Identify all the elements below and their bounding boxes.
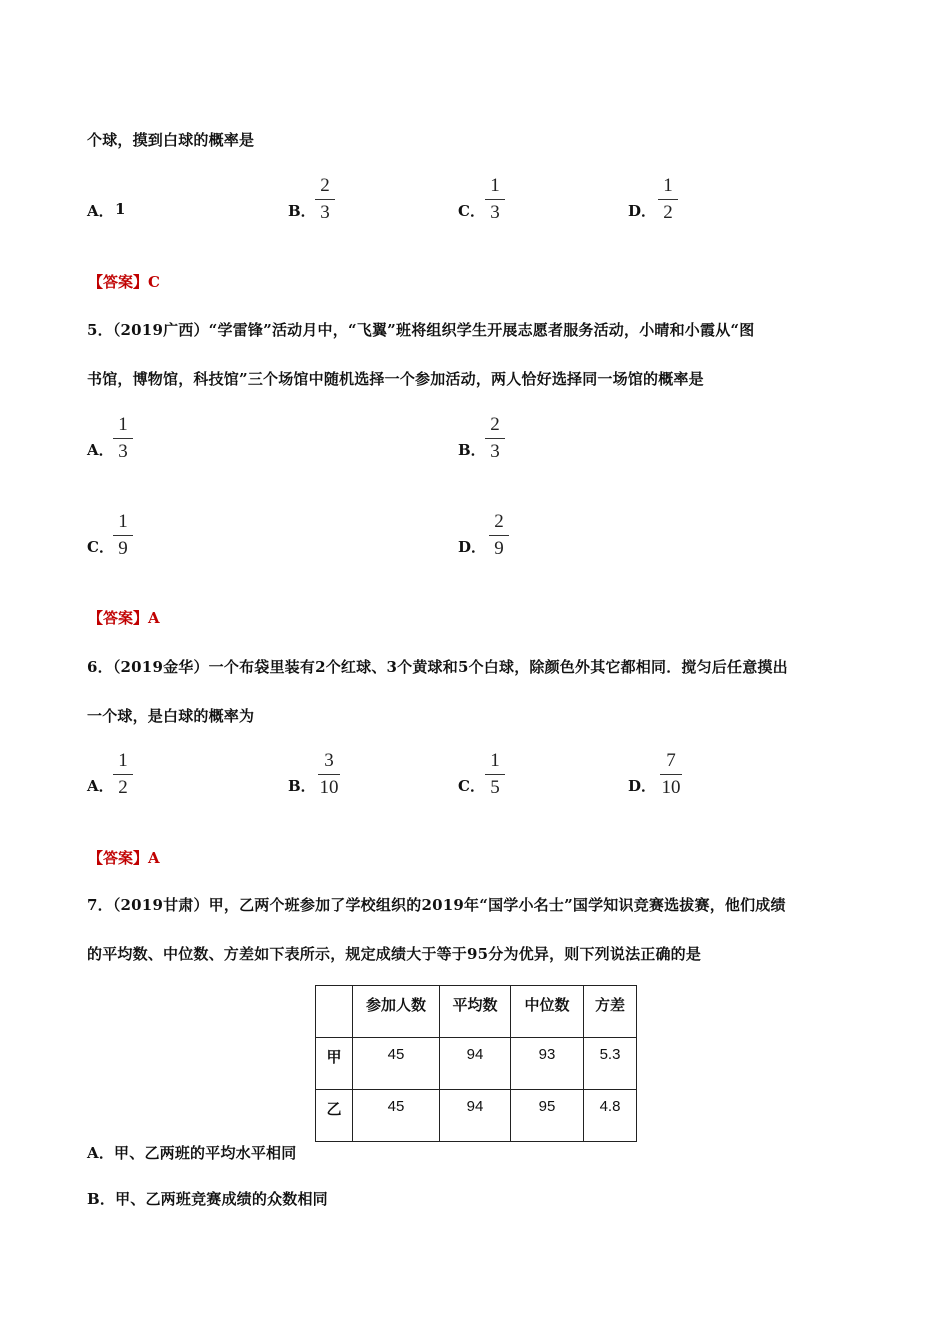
numerator: 1	[490, 175, 500, 196]
q5-stem-line1: 5．（2019广西）“学雷锋”活动月中，“飞翼”班将组织学生开展志愿者服务活动，小晴和小霞从“图	[87, 321, 755, 339]
fraction-bar	[658, 199, 678, 200]
option-letter: A．	[87, 441, 114, 459]
option-letter: B．	[288, 202, 316, 220]
option-letter: B．	[288, 777, 316, 795]
table-cell-class: 乙	[316, 1090, 353, 1142]
fraction-bar	[485, 199, 505, 200]
numerator: 1	[490, 750, 500, 771]
numerator: 7	[666, 750, 676, 771]
numerator: 2	[494, 511, 504, 532]
fraction	[110, 749, 136, 800]
fraction	[486, 510, 512, 561]
q7-option-a: A．甲、乙两班的平均水平相同	[87, 1144, 297, 1162]
numerator: 3	[324, 750, 334, 771]
option-letter: D．	[628, 777, 657, 795]
fraction-bar	[489, 535, 509, 536]
q7-stem-line1: 7．（2019甘肃）甲，乙两个班参加了学校组织的2019年“国学小名士”国学知识竞赛选拔赛，他们成绩	[87, 896, 786, 914]
q6-stem-line2: 一个球，是白球的概率为	[87, 707, 255, 725]
fraction	[655, 174, 681, 225]
q6-stem-line1: 6．（2019金华）一个布袋里装有2个红球、3个黄球和5个白球，除颜色外其它都相同．搅匀后任意摸出	[87, 658, 788, 676]
q5-answer: 【答案】A	[88, 609, 160, 627]
q5-stem-line2: 书馆，博物馆，科技馆”三个场馆中随机选择一个参加活动，两人恰好选择同一场馆的概率是	[87, 370, 704, 388]
table-row	[316, 1090, 637, 1142]
q4-answer: 【答案】C	[88, 273, 160, 291]
fraction	[657, 749, 685, 800]
option-letter: A．	[87, 202, 114, 220]
denominator: 3	[490, 441, 500, 462]
denominator: 10	[319, 777, 339, 798]
numerator: 2	[490, 414, 500, 435]
table-cell: 95	[511, 1090, 584, 1142]
option-letter: C．	[87, 538, 114, 556]
option-letter: A．	[87, 777, 114, 795]
option-letter: B．	[458, 441, 486, 459]
option-letter: D．	[628, 202, 657, 220]
q4-stem-continuation: 个球，摸到白球的概率是	[87, 131, 255, 149]
denominator: 2	[663, 202, 673, 223]
denominator: 3	[118, 441, 128, 462]
numerator: 1	[118, 750, 128, 771]
table-cell: 4.8	[584, 1090, 637, 1142]
denominator: 5	[490, 777, 500, 798]
denominator: 3	[320, 202, 330, 223]
table-cell-class: 甲	[316, 1038, 353, 1090]
table-header-cell	[316, 986, 353, 1038]
table-cell: 5.3	[584, 1038, 637, 1090]
option-letter: D．	[458, 538, 487, 556]
fraction	[482, 749, 508, 800]
q7-option-b: B．甲、乙两班竞赛成绩的众数相同	[87, 1190, 328, 1208]
option-value: 1	[115, 200, 126, 218]
numerator: 1	[118, 511, 128, 532]
table-header-cell: 中位数	[511, 986, 584, 1038]
table-header-cell: 平均数	[440, 986, 511, 1038]
fraction-bar	[113, 438, 133, 439]
fraction-bar	[315, 199, 335, 200]
denominator: 9	[494, 538, 504, 559]
numerator: 2	[320, 175, 330, 196]
table-cell: 45	[353, 1090, 440, 1142]
fraction	[110, 413, 136, 464]
q7-stem-line2: 的平均数、中位数、方差如下表所示，规定成绩大于等于95分为优异，则下列说法正确的是	[87, 945, 702, 963]
fraction-bar	[660, 774, 682, 775]
denominator: 9	[118, 538, 128, 559]
table-cell: 93	[511, 1038, 584, 1090]
denominator: 2	[118, 777, 128, 798]
table-row	[316, 1038, 637, 1090]
stats-table	[315, 985, 637, 1142]
fraction-bar	[113, 774, 133, 775]
fraction-bar	[485, 774, 505, 775]
fraction	[482, 413, 508, 464]
table-header-row	[316, 986, 637, 1038]
table-header-cell: 参加人数	[353, 986, 440, 1038]
option-letter: C．	[458, 777, 485, 795]
table-header-cell: 方差	[584, 986, 637, 1038]
fraction	[312, 174, 338, 225]
option-letter: C．	[458, 202, 485, 220]
denominator: 10	[661, 777, 681, 798]
table-cell: 94	[440, 1038, 511, 1090]
fraction	[315, 749, 343, 800]
table-cell: 45	[353, 1038, 440, 1090]
fraction	[110, 510, 136, 561]
fraction	[482, 174, 508, 225]
fraction-bar	[113, 535, 133, 536]
numerator: 1	[663, 175, 673, 196]
numerator: 1	[118, 414, 128, 435]
denominator: 3	[490, 202, 500, 223]
fraction-bar	[318, 774, 340, 775]
fraction-bar	[485, 438, 505, 439]
q6-answer: 【答案】A	[88, 849, 160, 867]
table-cell: 94	[440, 1090, 511, 1142]
